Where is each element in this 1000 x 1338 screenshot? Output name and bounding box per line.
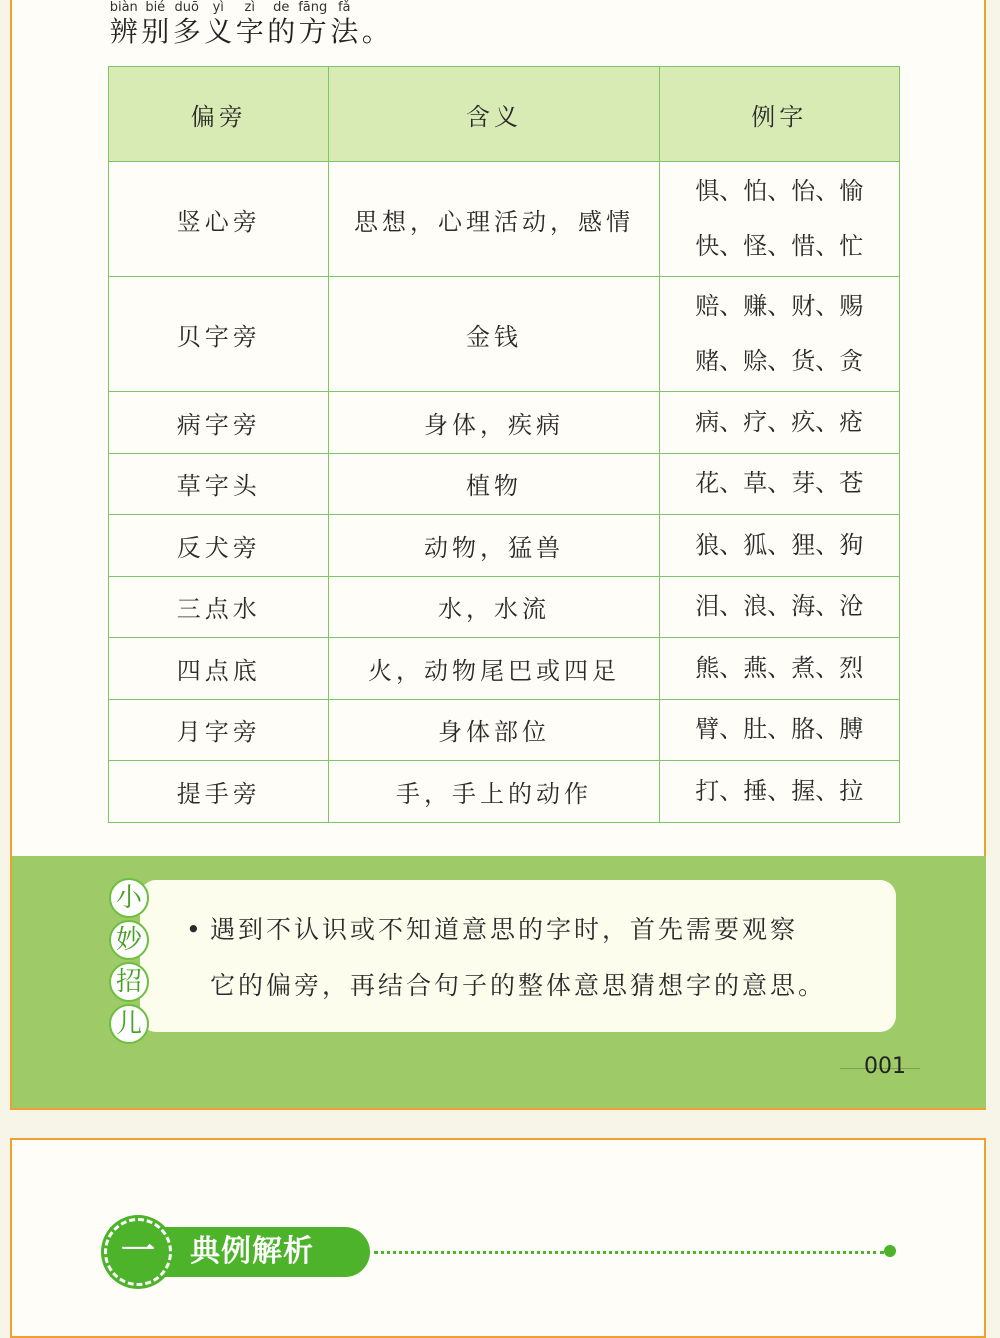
header-examples: 例字 bbox=[659, 67, 899, 162]
tip-panel bbox=[12, 856, 986, 1108]
cell-meaning: 身体，疾病 bbox=[329, 392, 659, 454]
cell-radical: 月字旁 bbox=[109, 699, 329, 761]
cell-examples bbox=[659, 638, 899, 700]
cell-radical: 竖心旁 bbox=[109, 162, 329, 277]
radical-table bbox=[108, 66, 900, 823]
cell-meaning: 手，手上的动作 bbox=[329, 761, 659, 823]
cell-radical: 三点水 bbox=[109, 576, 329, 638]
table-row bbox=[109, 638, 900, 700]
title-pinyin bbox=[108, 0, 392, 16]
title-char: 法 bbox=[330, 15, 359, 48]
title-char: 别 bbox=[141, 15, 170, 48]
cell-radical: 四点底 bbox=[109, 638, 329, 700]
header-meaning: 含义 bbox=[329, 67, 659, 162]
title-char: 多 bbox=[172, 15, 201, 48]
cell-meaning: 动物，猛兽 bbox=[329, 515, 659, 577]
cell-examples bbox=[659, 699, 899, 761]
example-line: 泪、浪、海、沧 bbox=[695, 592, 864, 621]
cell-meaning: 思想，心理活动，感情 bbox=[329, 162, 659, 277]
section-title: 典例解析 bbox=[190, 1234, 314, 1269]
example-line: 狼、狐、狸、狗 bbox=[695, 530, 864, 559]
pinyin-syllable: fǎ bbox=[337, 0, 351, 15]
tip-line-1: 遇到不认识或不知道意思的字时，首先需要观察 bbox=[210, 915, 799, 944]
badge-char: 儿 bbox=[109, 1004, 149, 1044]
title-char: 方 bbox=[298, 15, 327, 48]
pinyin-syllable: fāng bbox=[298, 0, 328, 15]
table-row bbox=[109, 699, 900, 761]
pinyin-syllable: yì bbox=[212, 0, 224, 15]
cell-radical: 草字头 bbox=[109, 453, 329, 515]
example-line: 病、疗、疚、疮 bbox=[695, 407, 864, 436]
table-header-row bbox=[109, 67, 900, 162]
cell-meaning: 金钱 bbox=[329, 277, 659, 392]
tip-line-2: 它的偏旁，再结合句子的整体意思猜想字的意思。 bbox=[210, 971, 827, 1000]
example-line: 惧、怕、怡、愉 bbox=[695, 177, 864, 205]
table-row bbox=[109, 162, 900, 277]
section-number-badge: 一 bbox=[104, 1218, 172, 1286]
section-line-end-dot bbox=[884, 1245, 896, 1257]
title-char: 义 bbox=[204, 15, 233, 48]
cell-meaning: 植物 bbox=[329, 453, 659, 515]
title-char: 字 bbox=[235, 15, 264, 48]
title-characters bbox=[108, 16, 392, 48]
table-row bbox=[109, 453, 900, 515]
example-line: 臂、肚、胳、膊 bbox=[695, 715, 864, 744]
tip-text bbox=[210, 902, 826, 1014]
cell-examples bbox=[659, 453, 899, 515]
cell-examples bbox=[659, 576, 899, 638]
cell-meaning: 身体部位 bbox=[329, 699, 659, 761]
title-char: 辨 bbox=[109, 15, 138, 48]
cell-radical: 贝字旁 bbox=[109, 277, 329, 392]
cell-examples bbox=[659, 392, 899, 454]
pinyin-syllable: biàn bbox=[109, 0, 138, 15]
cell-meaning: 火，动物尾巴或四足 bbox=[329, 638, 659, 700]
table-row bbox=[109, 392, 900, 454]
header-radical: 偏旁 bbox=[109, 67, 329, 162]
badge-char: 妙 bbox=[109, 920, 149, 960]
cell-radical: 病字旁 bbox=[109, 392, 329, 454]
bullet-icon: • bbox=[186, 915, 201, 944]
example-line: 赔、赚、财、赐 bbox=[695, 292, 864, 320]
tip-badge bbox=[110, 878, 148, 1046]
title-punct: 。 bbox=[361, 15, 390, 48]
example-line: 赌、赊、货、贪 bbox=[695, 347, 864, 375]
tip-box bbox=[140, 880, 896, 1032]
table-row bbox=[109, 576, 900, 638]
cell-radical: 提手旁 bbox=[109, 761, 329, 823]
example-line: 熊、燕、煮、烈 bbox=[695, 653, 864, 682]
cell-examples bbox=[659, 162, 899, 277]
cell-meaning: 水，水流 bbox=[329, 576, 659, 638]
cell-examples bbox=[659, 515, 899, 577]
pinyin-syllable: duō bbox=[174, 0, 199, 15]
badge-char: 小 bbox=[109, 878, 149, 918]
table-row bbox=[109, 761, 900, 823]
page-number: 001 bbox=[864, 1054, 906, 1079]
title-char: 的 bbox=[267, 15, 296, 48]
page-one bbox=[10, 0, 986, 1110]
page-two bbox=[10, 1138, 986, 1338]
example-line: 打、捶、握、拉 bbox=[695, 776, 864, 805]
section-dotted-line bbox=[374, 1251, 884, 1254]
pinyin-syllable: bié bbox=[145, 0, 166, 15]
cell-examples bbox=[659, 761, 899, 823]
example-line: 花、草、芽、苍 bbox=[695, 469, 864, 498]
pinyin-syllable: de bbox=[273, 0, 290, 15]
cell-examples bbox=[659, 277, 899, 392]
table-body bbox=[109, 162, 900, 823]
pinyin-syllable: zì bbox=[244, 0, 255, 15]
cell-radical: 反犬旁 bbox=[109, 515, 329, 577]
badge-char: 招 bbox=[109, 962, 149, 1002]
table-row bbox=[109, 277, 900, 392]
page-title bbox=[108, 0, 392, 48]
example-line: 快、怪、惜、忙 bbox=[695, 232, 864, 260]
table-row bbox=[109, 515, 900, 577]
